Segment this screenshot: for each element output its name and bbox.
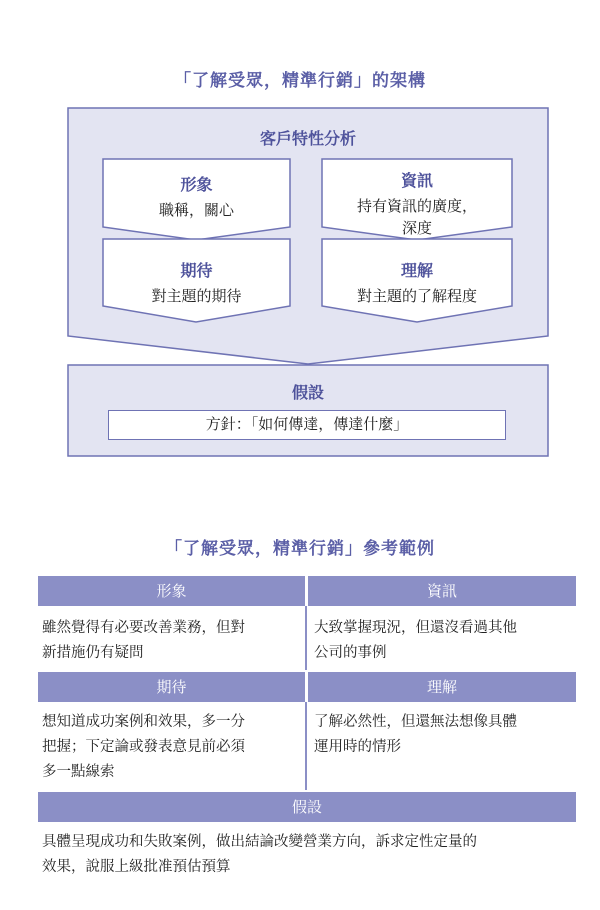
cell-understand [322, 258, 512, 307]
cell-body: 對主題的了解程度 [356, 287, 477, 305]
column-divider [305, 606, 307, 670]
table-cell [314, 710, 576, 760]
cell-body: 深度 [401, 219, 432, 237]
header-expect: 期待 [38, 672, 305, 702]
cell-line: 具體呈現成功和失敗案例，做出結論改變營業方向，訴求定性定量的 [42, 834, 477, 850]
header-understand: 理解 [308, 672, 576, 702]
cell-body: 持有資訊的廣度， [356, 197, 477, 215]
analysis-label: 客戶特性分析 [259, 129, 356, 148]
table-title: 「了解受眾，精準行銷」參考範例 [165, 539, 435, 559]
header-info: 資訊 [308, 576, 576, 606]
table-cell [42, 710, 304, 785]
cell-heading: 期待 [180, 261, 213, 280]
cell-line: 大致掌握現況，但還沒看過其他 [314, 620, 517, 636]
column-divider [305, 702, 307, 790]
cell-image [103, 172, 290, 221]
cell-line: 了解必然性，但還無法想像具體 [314, 714, 517, 730]
cell-expect [103, 258, 290, 307]
cell-info [322, 168, 512, 239]
cell-line: 想知道成功案例和效果，多一分 [42, 714, 245, 730]
cell-line: 新措施仍有疑問 [42, 645, 144, 661]
cell-heading: 理解 [400, 261, 433, 280]
diagram-title: 「了解受眾，精準行銷」的架構 [174, 71, 426, 91]
cell-line: 把握；下定論或發表意見前必須 [42, 739, 245, 755]
cell-line: 公司的事例 [314, 645, 387, 661]
table-cell [314, 616, 576, 666]
cell-line: 雖然覺得有必要改善業務，但對 [42, 620, 245, 636]
cell-heading: 形象 [180, 175, 213, 194]
header-image: 形象 [38, 576, 305, 606]
cell-line: 多一點線索 [42, 764, 115, 780]
strategy-box: 方針：「如何傳達，傳達什麼」 [108, 410, 506, 440]
hypothesis-label: 假設 [291, 383, 324, 402]
cell-line: 運用時的情形 [314, 739, 401, 755]
cell-line: 效果，說服上級批准預估預算 [42, 859, 231, 875]
cell-body: 對主題的期待 [151, 287, 242, 305]
hypothesis-cell [42, 830, 576, 880]
table-cell [42, 616, 304, 666]
cell-heading: 資訊 [400, 171, 433, 190]
header-hypothesis: 假設 [38, 792, 576, 822]
cell-body: 職稱，關心 [158, 201, 234, 219]
